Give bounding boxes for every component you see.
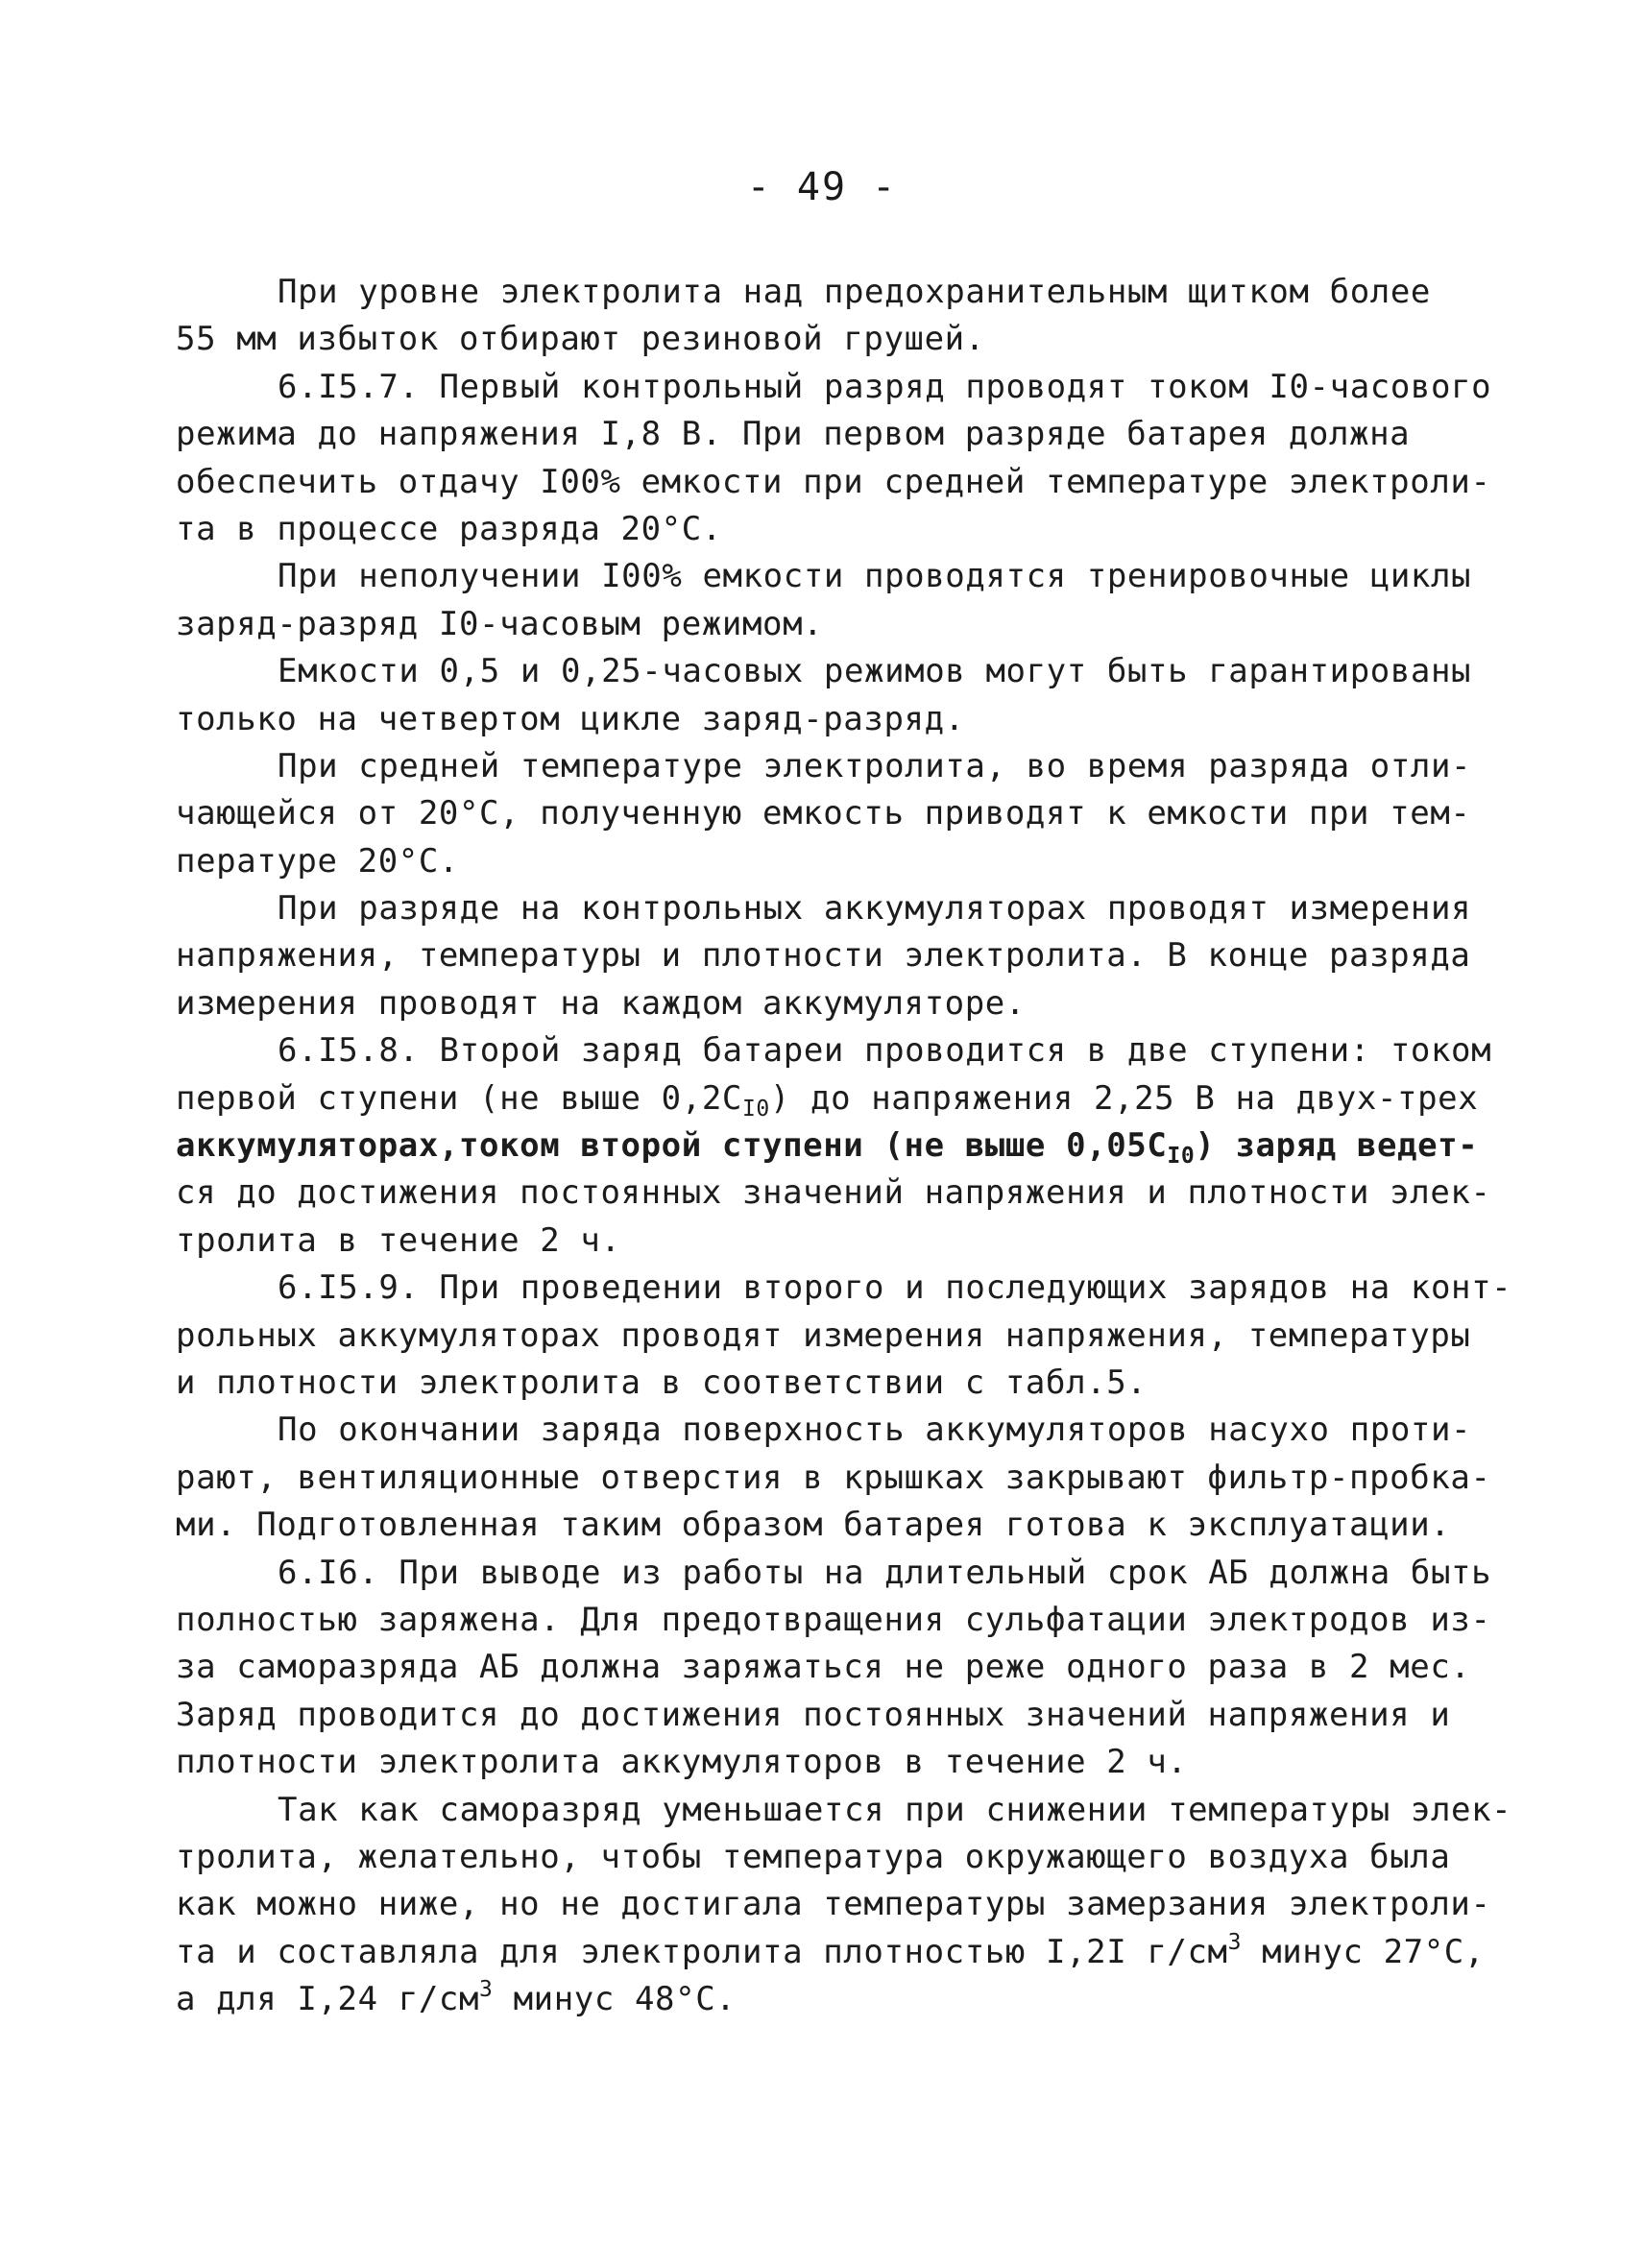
text-line: При неполучении I00% емкости проводятся тренировочные циклы [278, 557, 1472, 596]
text-line: первой ступени (не выше $0,2C_{I0}$) до напряжения 2,25 В на двух-трех [176, 1078, 1479, 1122]
text-line: как можно ниже, но не достигала температуры замерзания электроли- [176, 1885, 1491, 1924]
text-line: за саморазряда АБ должна заряжаться не реже одного раза в 2 мес. [176, 1648, 1471, 1687]
text-line: режима до напряжения I,8 В. При первом разряде батарея должна [176, 415, 1411, 454]
body-text [176, 269, 1512, 2023]
text-line: 6.I5.8. Второй заряд батареи проводится в две ступени: током [278, 1031, 1492, 1071]
text-line: а для I,24 $г/см^3$ минус 48°С. [176, 1977, 737, 2019]
text-line: рольных аккумуляторах проводят измерения напряжения, температуры [176, 1315, 1471, 1355]
text-line: 6.I5.7. Первый контрольный разряд проводят током I0-часового [278, 367, 1492, 406]
text-line: аккумуляторах,током второй ступени (не выше $0,05C_{I0}$) заряд ведет- [176, 1126, 1479, 1170]
text-line: та и составляла для электролита плотностью I,2I $г/см^3$ минус 27°С, [176, 1929, 1485, 1971]
text-line: 6.I5.9. При проведении второго и последующих зарядов на конт- [278, 1268, 1512, 1308]
text-line: и плотности электролита в соответствии с табл.5. [176, 1363, 1148, 1402]
text-line: Так как саморазряд уменьшается при снижении температуры элек- [278, 1790, 1512, 1829]
superscript: 3 [479, 1977, 494, 2003]
text-line: пературе 20°С. [176, 841, 459, 881]
text-line: измерения проводят на каждом аккумуляторе. [176, 983, 1026, 1023]
text-line: Заряд проводится до достижения постоянных значений напряжения и [176, 1695, 1451, 1734]
text-line: При средней температуре электролита, во время разряда отли- [278, 746, 1472, 785]
text-line: По окончании заряда поверхность аккумуляторов насухо проти- [278, 1411, 1472, 1450]
text-line: обеспечить отдачу I00% емкости при средней температуре электроли- [176, 462, 1491, 501]
text-line: заряд-разряд I0-часовым режимом. [176, 604, 824, 643]
text-line: напряжения, температуры и плотности электролита. В конце разряда [176, 936, 1471, 976]
text-line: При разряде на контрольных аккумуляторах проводят измерения [278, 889, 1472, 929]
text-line: рают, вентиляционные отверстия в крышках закрывают фильтр-пробка- [176, 1458, 1491, 1497]
subscript: I0 [1167, 1144, 1196, 1170]
text-line: плотности электролита аккумуляторов в течение 2 ч. [176, 1743, 1188, 1782]
text-line: ми. Подготовленная таким образом батарея готова к эксплуатации. [176, 1506, 1451, 1545]
text-line: та в процессе разряда 20°С. [176, 509, 722, 548]
text-line: При уровне электролита над предохранительным щитком более [278, 273, 1431, 311]
subscript: I0 [741, 1096, 770, 1122]
text-line: ся до достижения постоянных значений напряжения и плотности элек- [176, 1173, 1491, 1213]
page-number: - 49 - [746, 165, 898, 209]
text-line: 55 мм избыток отбирают резиновой грушей. [176, 320, 985, 359]
text-line: 6.I6. При выводе из работы на длительный срок АБ должна быть [278, 1553, 1492, 1592]
superscript: 3 [1227, 1929, 1243, 1955]
text-line: Емкости 0,5 и 0,25-часовых режимов могут быть гарантированы [278, 652, 1472, 691]
text-line: тролита, желательно, чтобы температура окружающего воздуха была [176, 1837, 1451, 1876]
text-line: тролита в течение 2 ч. [176, 1220, 621, 1260]
text-line: чающейся от 20°С, полученную емкость приводят к емкости при тем- [176, 794, 1471, 833]
text-line: только на четвертом цикле заряд-разряд. [176, 699, 965, 738]
text-line: полностью заряжена. Для предотвращения сульфатации электродов из- [176, 1600, 1491, 1639]
